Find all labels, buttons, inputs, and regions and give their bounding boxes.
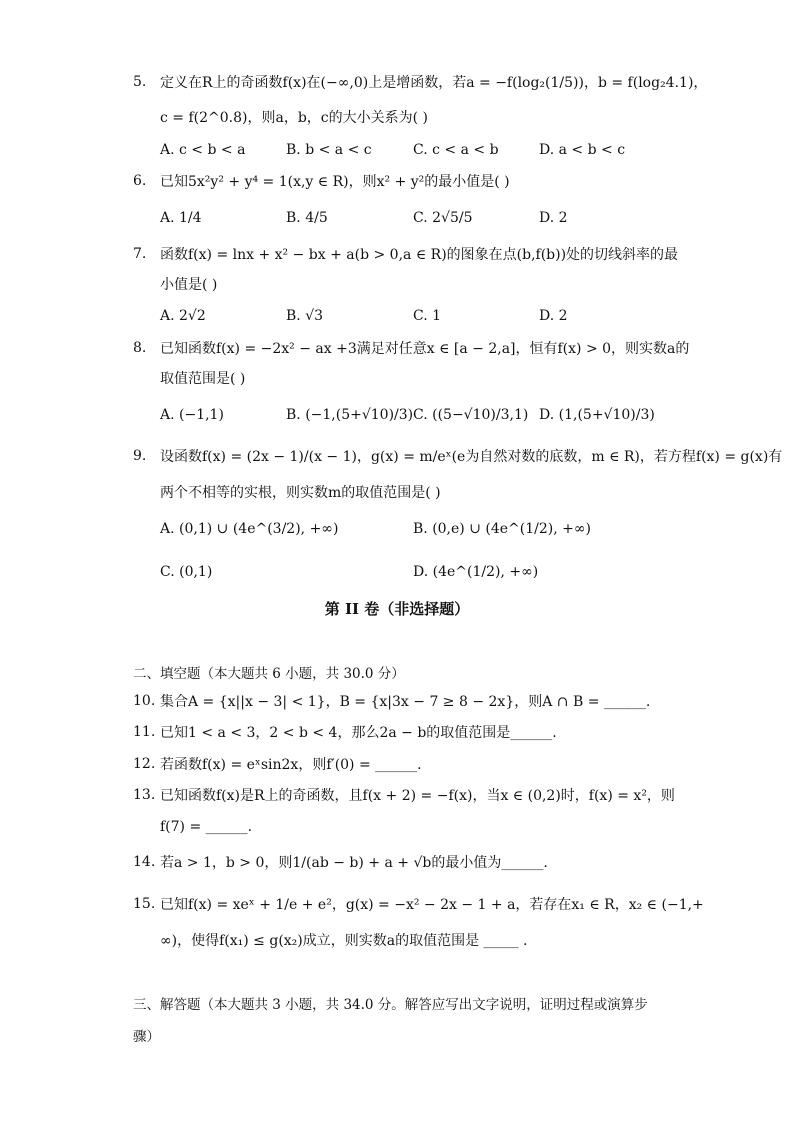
q5-number: 5. <box>133 74 147 90</box>
section3-heading-line1: 三、解答题（本大题共 3 小题，共 34.0 分。解答应写出文字说明，证明过程或演算步 <box>133 997 648 1013</box>
q7-stem-line1: 函数f(x) = lnx + x² − bx + a(b > 0,a ∈ R)的图象在点(b,f(b))处的切线斜率的最 <box>160 247 679 263</box>
q8-number: 8. <box>133 340 147 356</box>
q8-option-d: D. (1,(5+√10)/3) <box>539 407 655 423</box>
q9-stem-line1: 设函数f(x) = (2x − 1)/(x − 1)，g(x) = m/eˣ(e为自然对数的底数，m ∈ R)，若方程f(x) = g(x)有 <box>160 449 783 465</box>
q9-option-b: B. (0,e) ∪ (4e^(1/2), +∞) <box>413 521 591 537</box>
q7-option-d: D. 2 <box>539 308 568 324</box>
section2-heading: 二、填空题（本大题共 6 小题，共 30.0 分） <box>133 666 405 682</box>
q8-stem-line2: 取值范围是( ) <box>160 371 246 387</box>
q6-option-d: D. 2 <box>539 210 568 226</box>
q13-stem-line1: 已知函数f(x)是R上的奇函数，且f(x + 2) = −f(x)，当x ∈ (0,2)时，f(x) = x²，则 <box>160 788 675 804</box>
q9-number: 9. <box>133 448 147 464</box>
q5-stem-line1: 定义在R上的奇函数f(x)在(−∞,0)上是增函数，若a = −f(log₂(1/5))，b = f(log₂4.1)， <box>160 75 708 91</box>
q7-stem-line2: 小值是( ) <box>160 277 218 293</box>
section3-heading-line2: 骤） <box>133 1029 160 1045</box>
q15-number: 15. <box>133 896 156 912</box>
q11-stem: 已知1 < a < 3，2 < b < 4，那么2a − b的取值范围是______. <box>160 725 557 741</box>
q6-stem-line1: 已知5x²y² + y⁴ = 1(x,y ∈ R)，则x² + y²的最小值是( ) <box>160 174 510 190</box>
q10-number: 10. <box>133 693 156 709</box>
q9-option-a: A. (0,1) ∪ (4e^(3/2), +∞) <box>160 521 339 537</box>
q8-option-b: B. (−1,(5+√10)/3) <box>286 407 414 423</box>
q9-stem-line2: 两个不相等的实根，则实数m的取值范围是( ) <box>160 485 441 501</box>
q7-option-a: A. 2√2 <box>160 308 206 324</box>
q10-stem: 集合A = {x||x − 3| < 1}，B = {x|3x − 7 ≥ 8 − 2x}，则A ∩ B = ______. <box>160 694 651 710</box>
q14-number: 14. <box>133 854 156 870</box>
q6-number: 6. <box>133 173 147 189</box>
q11-number: 11. <box>133 724 156 740</box>
q12-stem: 若函数f(x) = eˣsin2x，则f′(0) = ______. <box>160 757 422 773</box>
q5-option-c: C. c < a < b <box>413 142 499 158</box>
q15-stem-line2: ∞)，使得f(x₁) ≤ g(x₂)成立，则实数a的取值范围是 _____ . <box>160 933 528 949</box>
q8-stem-line1: 已知函数f(x) = −2x² − ax +3满足对任意x ∈ [a − 2,a]，恒有f(x) > 0，则实数a的 <box>160 341 690 357</box>
q5-option-b: B. b < a < c <box>286 142 372 158</box>
q7-option-c: C. 1 <box>413 308 442 324</box>
q9-option-d: D. (4e^(1/2), +∞) <box>413 564 539 580</box>
q5-option-d: D. a < b < c <box>539 142 626 158</box>
q6-option-b: B. 4/5 <box>286 210 328 226</box>
part2-title: 第 II 卷（非选择题） <box>324 600 470 618</box>
q6-option-c: C. 2√5/5 <box>413 210 473 226</box>
q7-number: 7. <box>133 246 147 262</box>
q8-option-c: C. ((5−√10)/3,1) <box>413 407 529 423</box>
q7-option-b: B. √3 <box>286 308 324 324</box>
q12-number: 12. <box>133 756 156 772</box>
q15-stem-line1: 已知f(x) = xeˣ + 1/e + e²，g(x) = −x² − 2x − 1 + a，若存在x₁ ∈ R，x₂ ∈ (−1,+ <box>160 897 704 913</box>
q5-stem-line2: c = f(2^0.8)，则a，b，c的大小关系为( ) <box>160 110 429 126</box>
q13-number: 13. <box>133 787 156 803</box>
q9-option-c: C. (0,1) <box>160 564 213 580</box>
q14-stem: 若a > 1，b > 0，则1/(ab − b) + a + √b的最小值为______. <box>160 855 548 871</box>
q13-stem-line2: f(7) = ______. <box>160 819 253 835</box>
q6-option-a: A. 1/4 <box>160 210 202 226</box>
q5-option-a: A. c < b < a <box>160 142 246 158</box>
q8-option-a: A. (−1,1) <box>160 407 224 423</box>
